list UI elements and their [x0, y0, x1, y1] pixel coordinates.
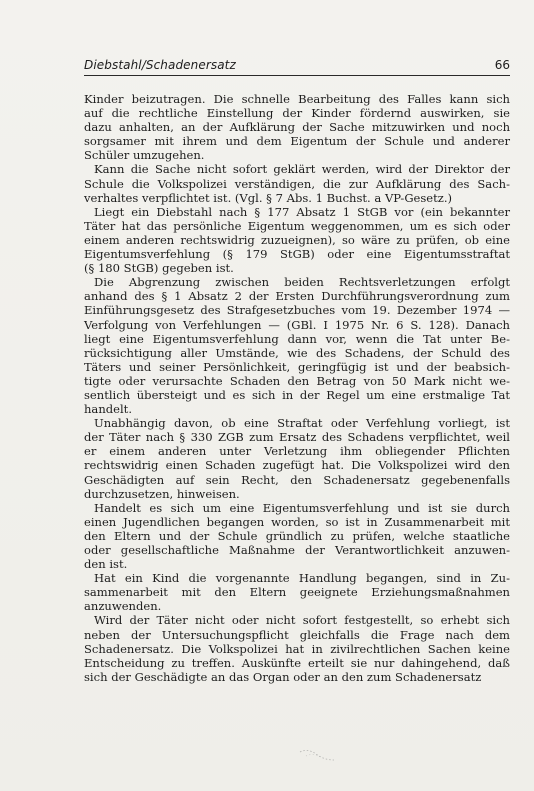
- text-line: Eigentumsverfehlung (§ 179 StGB) oder eine Eigentumsstraftat: [84, 247, 510, 262]
- text-line: Handelt es sich um eine Eigentumsverfehlung und ist sie durch: [94, 500, 510, 515]
- text-line: einen Jugendlichen begangen worden, so ist in Zusammenarbeit mit: [84, 514, 510, 529]
- paragraph: [84, 205, 510, 275]
- text-line: anhand des § 1 Absatz 2 der Ersten Durchführungsverordnung zum: [84, 289, 510, 304]
- text-line: auf die rechtliche Einstellung der Kinder fördernd auswirken, sie: [84, 106, 510, 121]
- text-line: durchzusetzen, hinweisen.: [84, 486, 240, 501]
- text-line: Täter hat das persönliche Eigentum weggenommen, um es sich oder: [84, 218, 510, 233]
- text-line: der Täter nach § 330 ZGB zum Ersatz des Schadens verpflichtet, weil: [84, 430, 510, 445]
- text-line: Einführungsgesetz des Strafgesetzbuches vom 19. Dezember 1974 —: [84, 303, 510, 318]
- text-line: Schadenersatz. Die Volkspolizei hat in zivilrechtlichen Sachen keine: [84, 641, 510, 656]
- paragraph: [84, 416, 510, 501]
- paragraph: [84, 613, 510, 683]
- page-number: 66: [494, 58, 510, 72]
- text-line: Täters und seiner Persönlichkeit, geringfügig ist und der beabsich-: [84, 359, 510, 374]
- text-line: einem anderen rechtswidrig zuzueignen), so wäre zu prüfen, ob eine: [84, 232, 510, 247]
- text-line: anzuwenden.: [84, 599, 162, 614]
- text-line: Kinder beizutragen. Die schnelle Bearbeitung des Falles kann sich: [84, 92, 510, 106]
- text-line: sentlich übersteigt und es sich in der Regel um eine erstmalige Tat: [84, 387, 510, 402]
- text-line: Liegt ein Diebstahl nach § 177 Absatz 1 StGB vor (ein bekannter: [94, 204, 510, 219]
- text-line: sich der Geschädigte an das Organ oder an den zum Schadenersatz: [84, 669, 482, 684]
- text-line: tigte oder verursachte Schaden den Betrag von 50 Mark nicht we-: [84, 373, 510, 388]
- text-line: den Eltern und der Schule gründlich zu prüfen, welche staatliche: [84, 528, 510, 543]
- text-line: Hat ein Kind die vorgenannte Handlung begangen, sind in Zu-: [94, 571, 510, 586]
- header-rule: [84, 75, 510, 76]
- text-line: Geschädigten auf sein Recht, den Schadenersatz gegebenenfalls: [84, 472, 510, 487]
- text-line: rechtswidrig einen Schaden zugefügt hat. Die Volkspolizei wird den: [84, 458, 510, 473]
- text-line: oder gesellschaftliche Maßnahme der Verantwortlichkeit anzuwen-: [84, 543, 510, 557]
- paragraph: [84, 571, 510, 613]
- scan-smudge: [298, 742, 338, 766]
- running-title: Diebstahl/Schadenersatz: [84, 58, 236, 72]
- text-line: er einem anderen unter Verletzung ihm obliegender Pflichten: [84, 444, 510, 459]
- text-line: den ist.: [84, 557, 128, 572]
- text-line: Entscheidung zu treffen. Auskünfte erteilt sie nur dahingehend, daß: [84, 655, 510, 670]
- body-text: [84, 92, 510, 684]
- text-line: (§ 180 StGB) gegeben ist.: [84, 261, 234, 276]
- paragraph: [84, 92, 510, 162]
- text-line: sammenarbeit mit den Eltern geeignete Erziehungsmaßnahmen: [84, 585, 510, 600]
- text-line: Kann die Sache nicht sofort geklärt werden, wird der Direktor der: [94, 162, 510, 177]
- text-line: verhaltes verpflichtet ist. (Vgl. § 7 Abs. 1 Buchst. a VP-Gesetz.): [84, 190, 453, 205]
- text-line: rücksichtigung aller Umstände, wie des Schadens, der Schuld des: [84, 345, 510, 360]
- text-line: Schule die Volkspolizei verständigen, die zur Aufklärung des Sach-: [84, 176, 510, 191]
- text-line: handelt.: [84, 402, 132, 417]
- text-line: sorgsamer mit ihrem und dem Eigentum der Schule und anderer: [84, 134, 510, 149]
- text-line: liegt eine Eigentumsverfehlung dann vor, wenn die Tat unter Be-: [84, 331, 510, 346]
- paragraph: [84, 275, 510, 416]
- text-line: Schüler umzugehen.: [84, 148, 205, 163]
- text-line: Verfolgung von Verfehlungen — (GBl. I 1975 Nr. 6 S. 128). Danach: [84, 317, 510, 332]
- text-line: dazu anhalten, an der Aufklärung der Sache mitzuwirken und noch: [84, 120, 510, 135]
- paragraph: [84, 162, 510, 204]
- text-line: Wird der Täter nicht oder nicht sofort festgestellt, so erhebt sich: [94, 613, 510, 628]
- text-line: Unabhängig davon, ob eine Straftat oder Verfehlung vorliegt, ist: [94, 416, 510, 431]
- paragraph: [84, 501, 510, 571]
- text-line: neben der Untersuchungspflicht gleichfalls die Frage nach dem: [84, 627, 510, 642]
- text-line: Die Abgrenzung zwischen beiden Rechtsverletzungen erfolgt: [94, 275, 510, 290]
